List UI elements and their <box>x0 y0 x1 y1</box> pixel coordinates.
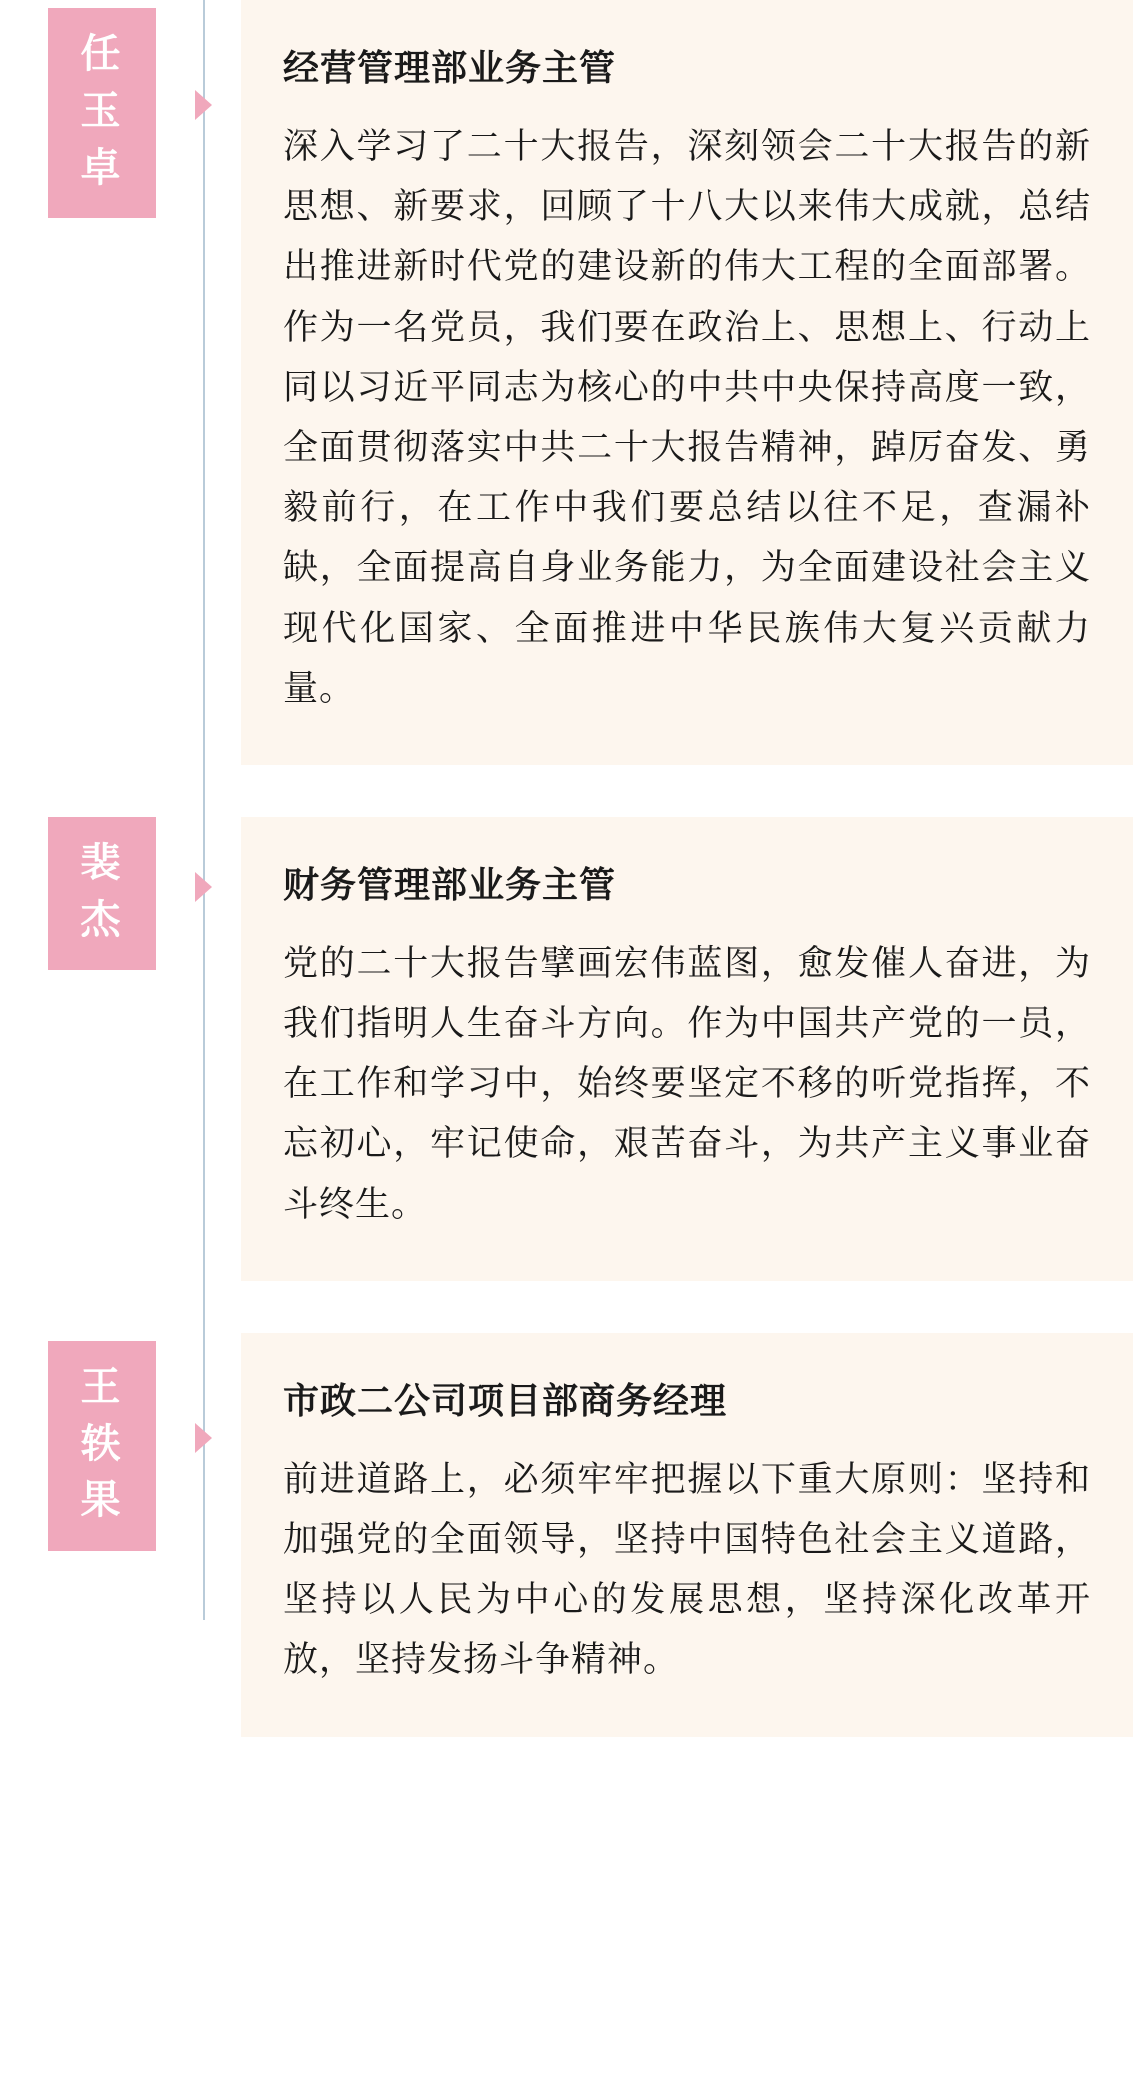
card-body: 深入学习了二十大报告，深刻领会二十大报告的新思想、新要求，回顾了十八大以来伟大成就，总结出推进新时代党的建设新的伟大工程的全面部署。作为一名党员，我们要在政治上、思想上、行动上同以习近平同志为核心的中共中央保持高度一致，全面贯彻落实中共二十大报告精神，踔厉奋发、勇毅前行，在工作中我们要总结以往不足，查漏补缺，全面提高自身业务能力，为全面建设社会主义现代化国家、全面推进中华民族伟大复兴贡献力量。 <box>283 127 1091 708</box>
name-column <box>0 0 203 218</box>
name-char: 玉 <box>80 88 123 133</box>
quote-card <box>241 817 1133 1281</box>
pointer-triangle-icon <box>195 90 212 120</box>
quote-card <box>241 0 1133 765</box>
card-column <box>203 817 1133 1281</box>
pointer-triangle-icon <box>195 872 212 902</box>
card-title: 财务管理部业务主管 <box>283 863 617 905</box>
person-name-badge <box>48 817 156 971</box>
list-item <box>0 817 1133 1281</box>
name-char: 任 <box>80 32 123 76</box>
list-item <box>0 1333 1133 1737</box>
quote-card <box>241 1333 1133 1737</box>
name-column <box>0 1333 203 1551</box>
name-char: 杰 <box>80 897 123 942</box>
person-name-badge <box>48 8 156 218</box>
name-char: 果 <box>80 1478 123 1523</box>
name-char: 裴 <box>80 840 123 885</box>
list-item <box>0 0 1133 765</box>
name-char: 卓 <box>80 145 123 190</box>
pointer-triangle-icon <box>195 1423 212 1453</box>
card-body: 前进道路上，必须牢牢把握以下重大原则：坚持和加强党的全面领导，坚持中国特色社会主义道路，坚持以人民为中心的发展思想，坚持深化改革开放，坚持发扬斗争精神。 <box>283 1459 1091 1680</box>
person-name-badge <box>48 1341 156 1551</box>
card-column <box>203 1333 1133 1737</box>
card-title: 市政二公司项目部商务经理 <box>283 1379 728 1421</box>
name-char: 轶 <box>80 1421 123 1466</box>
card-body: 党的二十大报告擘画宏伟蓝图，愈发催人奋进，为我们指明人生奋斗方向。作为中国共产党的一员，在工作和学习中，始终要坚定不移的听党指挥，不忘初心，牢记使命，艰苦奋斗，为共产主义事业奋斗终生。 <box>283 943 1091 1224</box>
name-column <box>0 817 203 971</box>
card-title: 经营管理部业务主管 <box>283 47 617 88</box>
card-column <box>203 0 1133 765</box>
name-char: 王 <box>80 1364 123 1409</box>
